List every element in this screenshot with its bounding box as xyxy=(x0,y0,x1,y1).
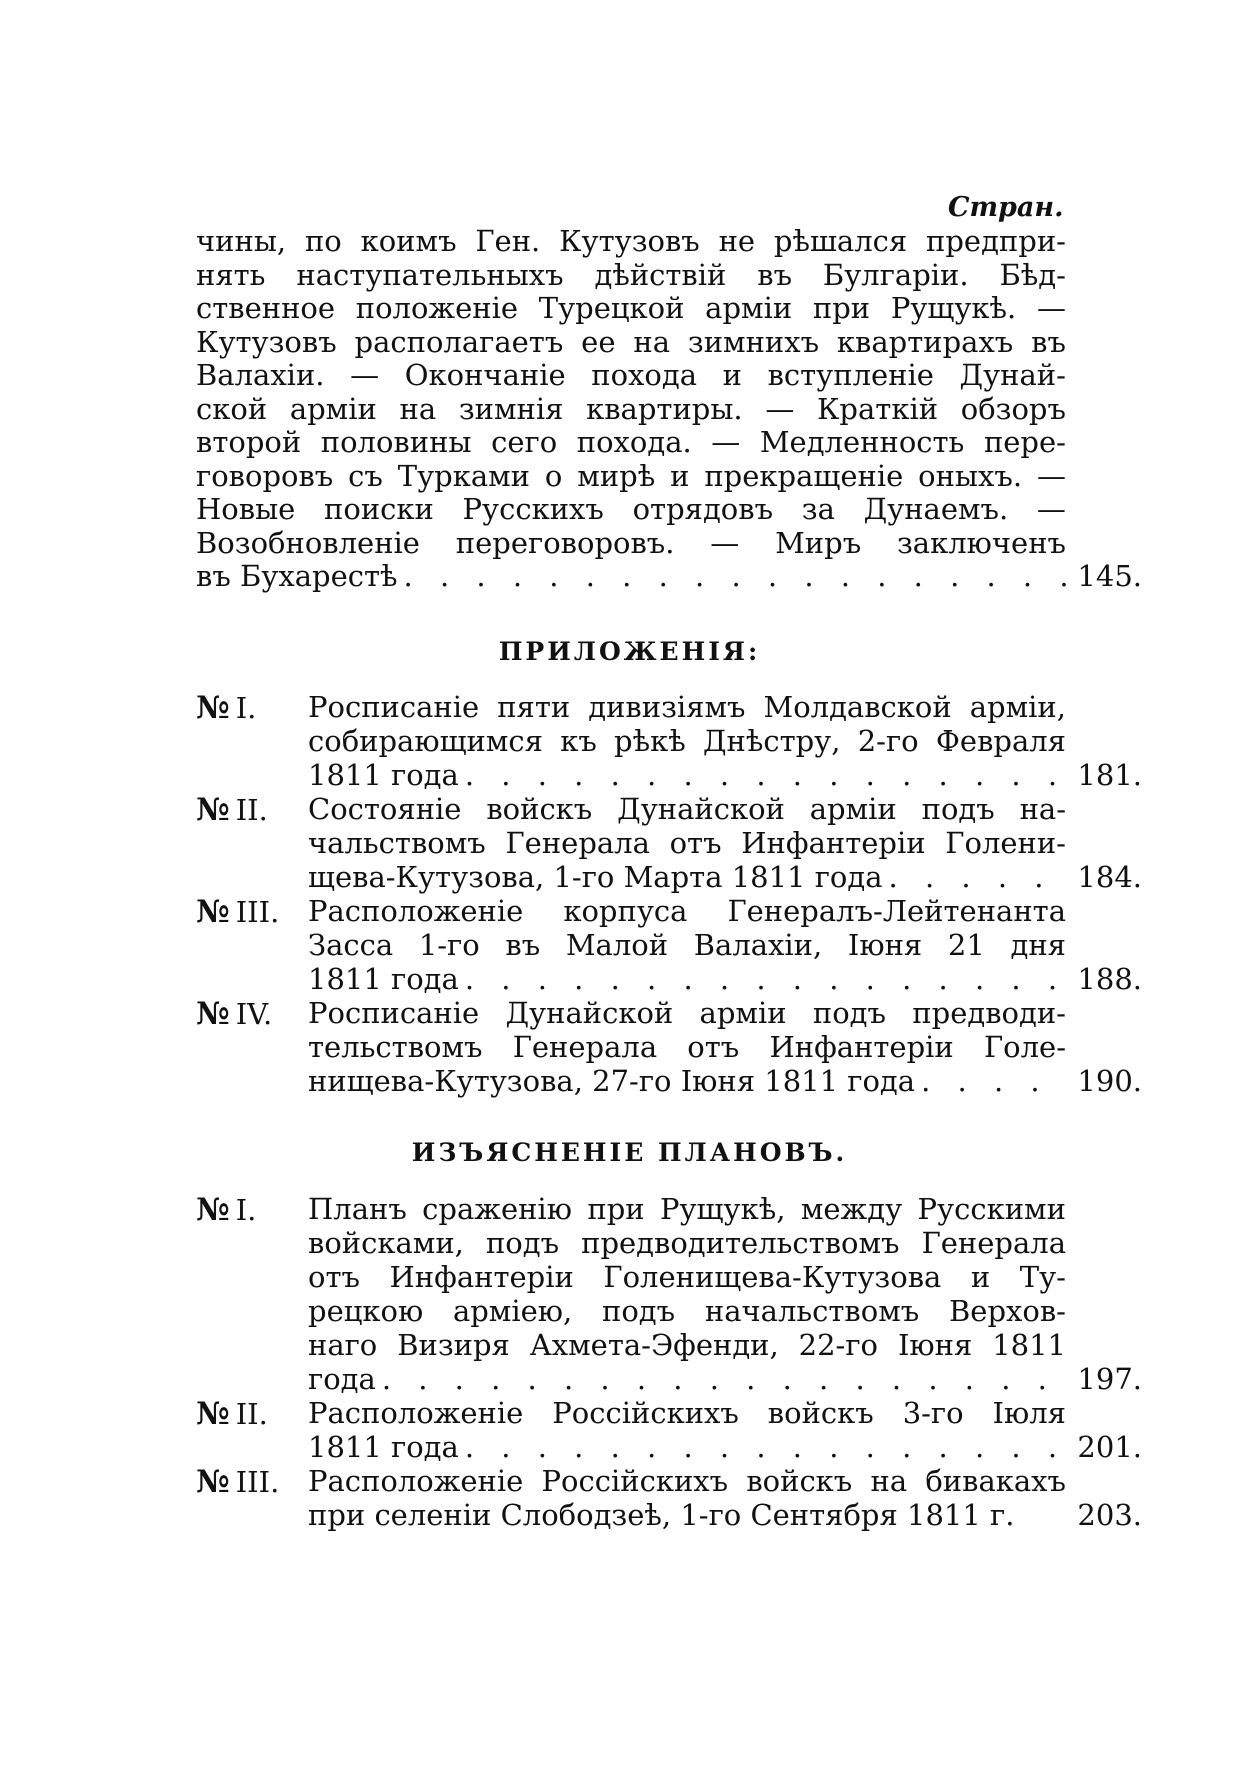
entry-line: Состояніе войскъ Дунайской арміи подъ на- xyxy=(308,792,1066,826)
entry-line: Росписаніе Дунайской арміи подъ предводи- xyxy=(308,996,1066,1030)
page-number: 201. xyxy=(1077,1430,1142,1464)
entry-line: Росписаніе пяти дивизіямъ Молдавской арміи, xyxy=(308,690,1066,724)
entry-line: войсками, подъ предводительствомъ Генерала xyxy=(308,1226,1066,1260)
entry-line-last xyxy=(308,1362,1142,1396)
entry-text: года xyxy=(308,1362,376,1396)
entry-line-last xyxy=(308,860,1142,894)
paragraph-line: Кутузовъ располагаетъ ее на зимнихъ квартирахъ въ xyxy=(196,324,1066,359)
page-number: 203. xyxy=(1077,1498,1142,1532)
entry-line-last xyxy=(308,1430,1142,1464)
entry-number xyxy=(196,690,256,726)
appendices-heading: ПРИЛОЖЕНІЯ: xyxy=(498,637,761,666)
paragraph-line: нять наступательныхъ дѣйствій въ Булгаріи. Бѣд- xyxy=(196,257,1066,292)
toc-entry xyxy=(196,690,1142,792)
plans-heading: ИЗЪЯСНЕНІЕ ПЛАНОВЪ. xyxy=(411,1138,848,1167)
entry-text: при селеніи Слободзеѣ, 1-го Сентября 1811 г. xyxy=(308,1498,1015,1532)
toc-entry xyxy=(196,894,1142,996)
page-column-header: Стран. xyxy=(948,192,1064,223)
entry-line: Расположеніе Россійскихъ войскъ на бивакахъ xyxy=(308,1464,1066,1498)
page-number: 184. xyxy=(1077,860,1142,894)
paragraph-line: говоровъ съ Турками о мирѣ и прекращеніе оныхъ. — xyxy=(196,458,1066,493)
entry-line: Засса 1-го въ Малой Валахіи, Іюня 21 дня xyxy=(308,928,1066,962)
roman-numeral: II. xyxy=(235,793,268,827)
paragraph-line: второй половины сего похода. — Медленность пере- xyxy=(196,425,1066,459)
leader-dots xyxy=(376,1362,1066,1396)
number-sign: № xyxy=(196,1464,230,1500)
entry-number xyxy=(196,894,279,930)
paragraph-line: ской арміи на зимнія квартиры. — Краткій обзоръ xyxy=(196,391,1066,426)
entry-line: собирающимся къ рѣкѣ Днѣстру, 2-го Февраля xyxy=(308,724,1066,758)
entry-text: 1811 года xyxy=(308,758,459,792)
toc-entry xyxy=(196,1464,1142,1532)
entry-line-last xyxy=(308,1498,1142,1532)
number-sign: № xyxy=(196,894,230,930)
entry-line: Расположеніе корпуса Генералъ-Лейтенанта xyxy=(308,894,1066,928)
number-sign: № xyxy=(196,996,230,1032)
entry-number xyxy=(196,1396,268,1432)
entry-text: щева-Кутузова, 1-го Марта 1811 года xyxy=(308,860,883,894)
leader-dots xyxy=(398,559,1066,593)
number-sign: № xyxy=(196,792,230,828)
roman-numeral: II. xyxy=(235,1397,268,1431)
page-number: 145. xyxy=(1077,559,1142,593)
number-sign: № xyxy=(196,1192,230,1228)
page-number: 197. xyxy=(1077,1362,1142,1396)
entry-line: тельствомъ Генерала отъ Инфантеріи Голе- xyxy=(308,1030,1066,1064)
entry-number xyxy=(196,1192,256,1228)
leader-dots xyxy=(459,758,1066,792)
entry-line-last xyxy=(308,1064,1142,1098)
leader-dots xyxy=(915,1064,1066,1098)
entry-line: Расположеніе Россійскихъ войскъ 3-го Іюля xyxy=(308,1396,1066,1430)
roman-numeral: III. xyxy=(235,1465,280,1499)
continued-paragraph xyxy=(196,224,1142,593)
paragraph-line: чины, по коимъ Ген. Кутузовъ не рѣшался предпри- xyxy=(196,224,1066,258)
toc-entry xyxy=(196,996,1142,1098)
number-sign: № xyxy=(196,1396,230,1432)
toc-entry xyxy=(196,792,1142,894)
plans-list xyxy=(196,1192,1142,1532)
roman-numeral: III. xyxy=(235,895,280,929)
leader-dots xyxy=(459,1430,1066,1464)
paragraph-line: Возобновленіе переговоровъ. — Миръ заключенъ xyxy=(196,525,1066,560)
toc-line-last xyxy=(196,559,1142,593)
roman-numeral: IV. xyxy=(235,997,273,1031)
toc-line-text: въ Бухарестѣ xyxy=(196,559,398,593)
entry-line: Планъ сраженію при Рущукѣ, между Русскими xyxy=(308,1192,1066,1226)
entry-line-last xyxy=(308,758,1142,792)
paragraph-line: Валахіи. — Окончаніе похода и вступленіе Дунай- xyxy=(196,358,1066,392)
leader-dots xyxy=(459,962,1066,996)
page-number: 190. xyxy=(1077,1064,1142,1098)
toc-entry xyxy=(196,1192,1142,1396)
entry-text: нищева-Кутузова, 27-го Іюня 1811 года xyxy=(308,1064,916,1098)
entry-text: 1811 года xyxy=(308,1430,459,1464)
entry-text: 1811 года xyxy=(308,962,459,996)
entry-line: наго Визиря Ахмета-Эфенди, 22-го Іюня 1811 xyxy=(308,1328,1066,1362)
toc-entry xyxy=(196,1396,1142,1464)
entry-number xyxy=(196,792,268,828)
roman-numeral: I. xyxy=(235,1193,257,1227)
entry-line: чальствомъ Генерала отъ Инфантеріи Голени- xyxy=(308,826,1066,860)
entry-line: отъ Инфантеріи Голенищева-Кутузова и Ту- xyxy=(308,1260,1066,1294)
page-number: 181. xyxy=(1077,758,1142,792)
paragraph-line: Новые поиски Русскихъ отрядовъ за Дунаемъ. — xyxy=(196,492,1066,526)
entry-number xyxy=(196,1464,279,1500)
leader-dots xyxy=(883,860,1066,894)
page-number: 188. xyxy=(1077,962,1142,996)
entry-line: рецкою арміею, подъ начальствомъ Верхов- xyxy=(308,1294,1066,1328)
entry-number xyxy=(196,996,272,1032)
paragraph-line: ственное положеніе Турецкой арміи при Рущукѣ. — xyxy=(196,291,1066,325)
roman-numeral: I. xyxy=(235,691,257,725)
appendices-list xyxy=(196,690,1142,1098)
number-sign: № xyxy=(196,690,230,726)
entry-line-last xyxy=(308,962,1142,996)
